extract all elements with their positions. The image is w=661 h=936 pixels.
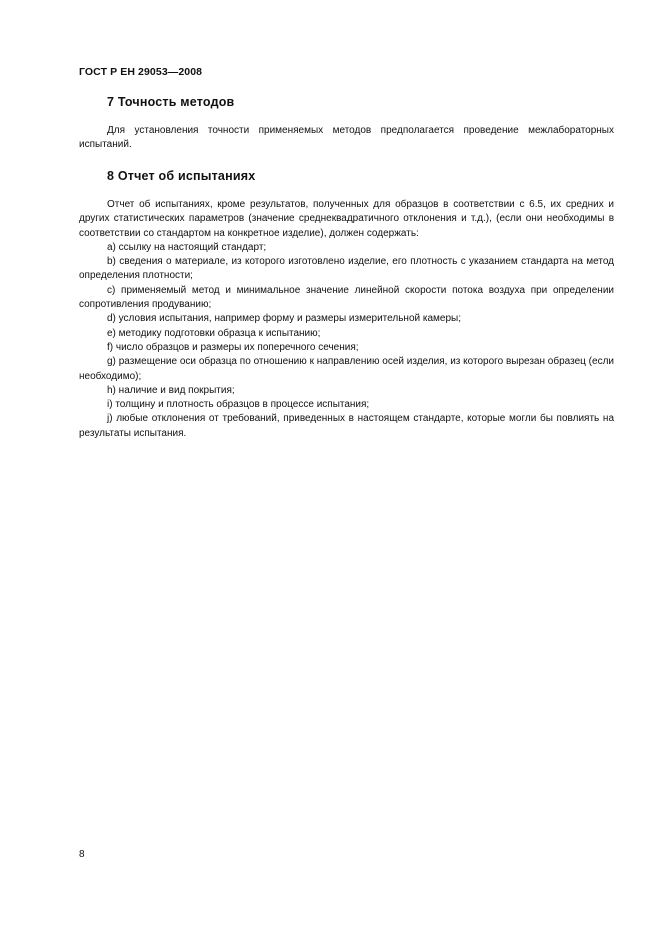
section-8-title: 8 Отчет об испытаниях bbox=[107, 169, 256, 183]
list-item-f: f) число образцов и размеры их поперечного сечения; bbox=[107, 341, 359, 353]
section-8-intro: Отчет об испытаниях, кроме результатов, полученных для образцов в соответствии с 6.5, их средних и других статистических параметров (значение среднеквадратичного отклонения и т.д.), (если они необходимы в соответствии со стандартом на конкретное изделие), должен содержать: bbox=[79, 199, 614, 239]
section-8-body bbox=[79, 198, 614, 441]
page-number: 8 bbox=[79, 849, 85, 860]
list-item-e: e) методику подготовки образца к испытанию; bbox=[107, 327, 321, 339]
list-item-b: b) сведения о материале, из которого изготовлено изделие, его плотность с указанием стандарта на метод определения плотности; bbox=[79, 256, 614, 282]
section-7-paragraph: Для установления точности применяемых методов предполагается проведение межлабораторных испытаний. bbox=[79, 125, 614, 151]
list-item-i: i) толщину и плотность образцов в процессе испытания; bbox=[107, 399, 370, 411]
list-item-j: j) любые отклонения от требований, приведенных в настоящем стандарте, которые могли бы повлиять на результаты испытания. bbox=[79, 413, 614, 439]
section-7-body bbox=[79, 124, 614, 153]
section-7-title: 7 Точность методов bbox=[107, 95, 235, 109]
list-item-h: h) наличие и вид покрытия; bbox=[107, 384, 235, 396]
list-item-c: c) применяемый метод и минимальное значение линейной скорости потока воздуха при определении сопротивления продуванию; bbox=[79, 284, 614, 311]
list-item-d: d) условия испытания, например форму и размеры измерительной камеры; bbox=[107, 313, 461, 325]
document-code-header: ГОСТ Р ЕН 29053—2008 bbox=[79, 66, 203, 78]
list-item-g: g) размещение оси образца по отношению к направлению осей изделия, из которого вырезан образец (если необходимо); bbox=[79, 356, 614, 382]
list-item-a: a) ссылку на настоящий стандарт; bbox=[107, 241, 267, 253]
